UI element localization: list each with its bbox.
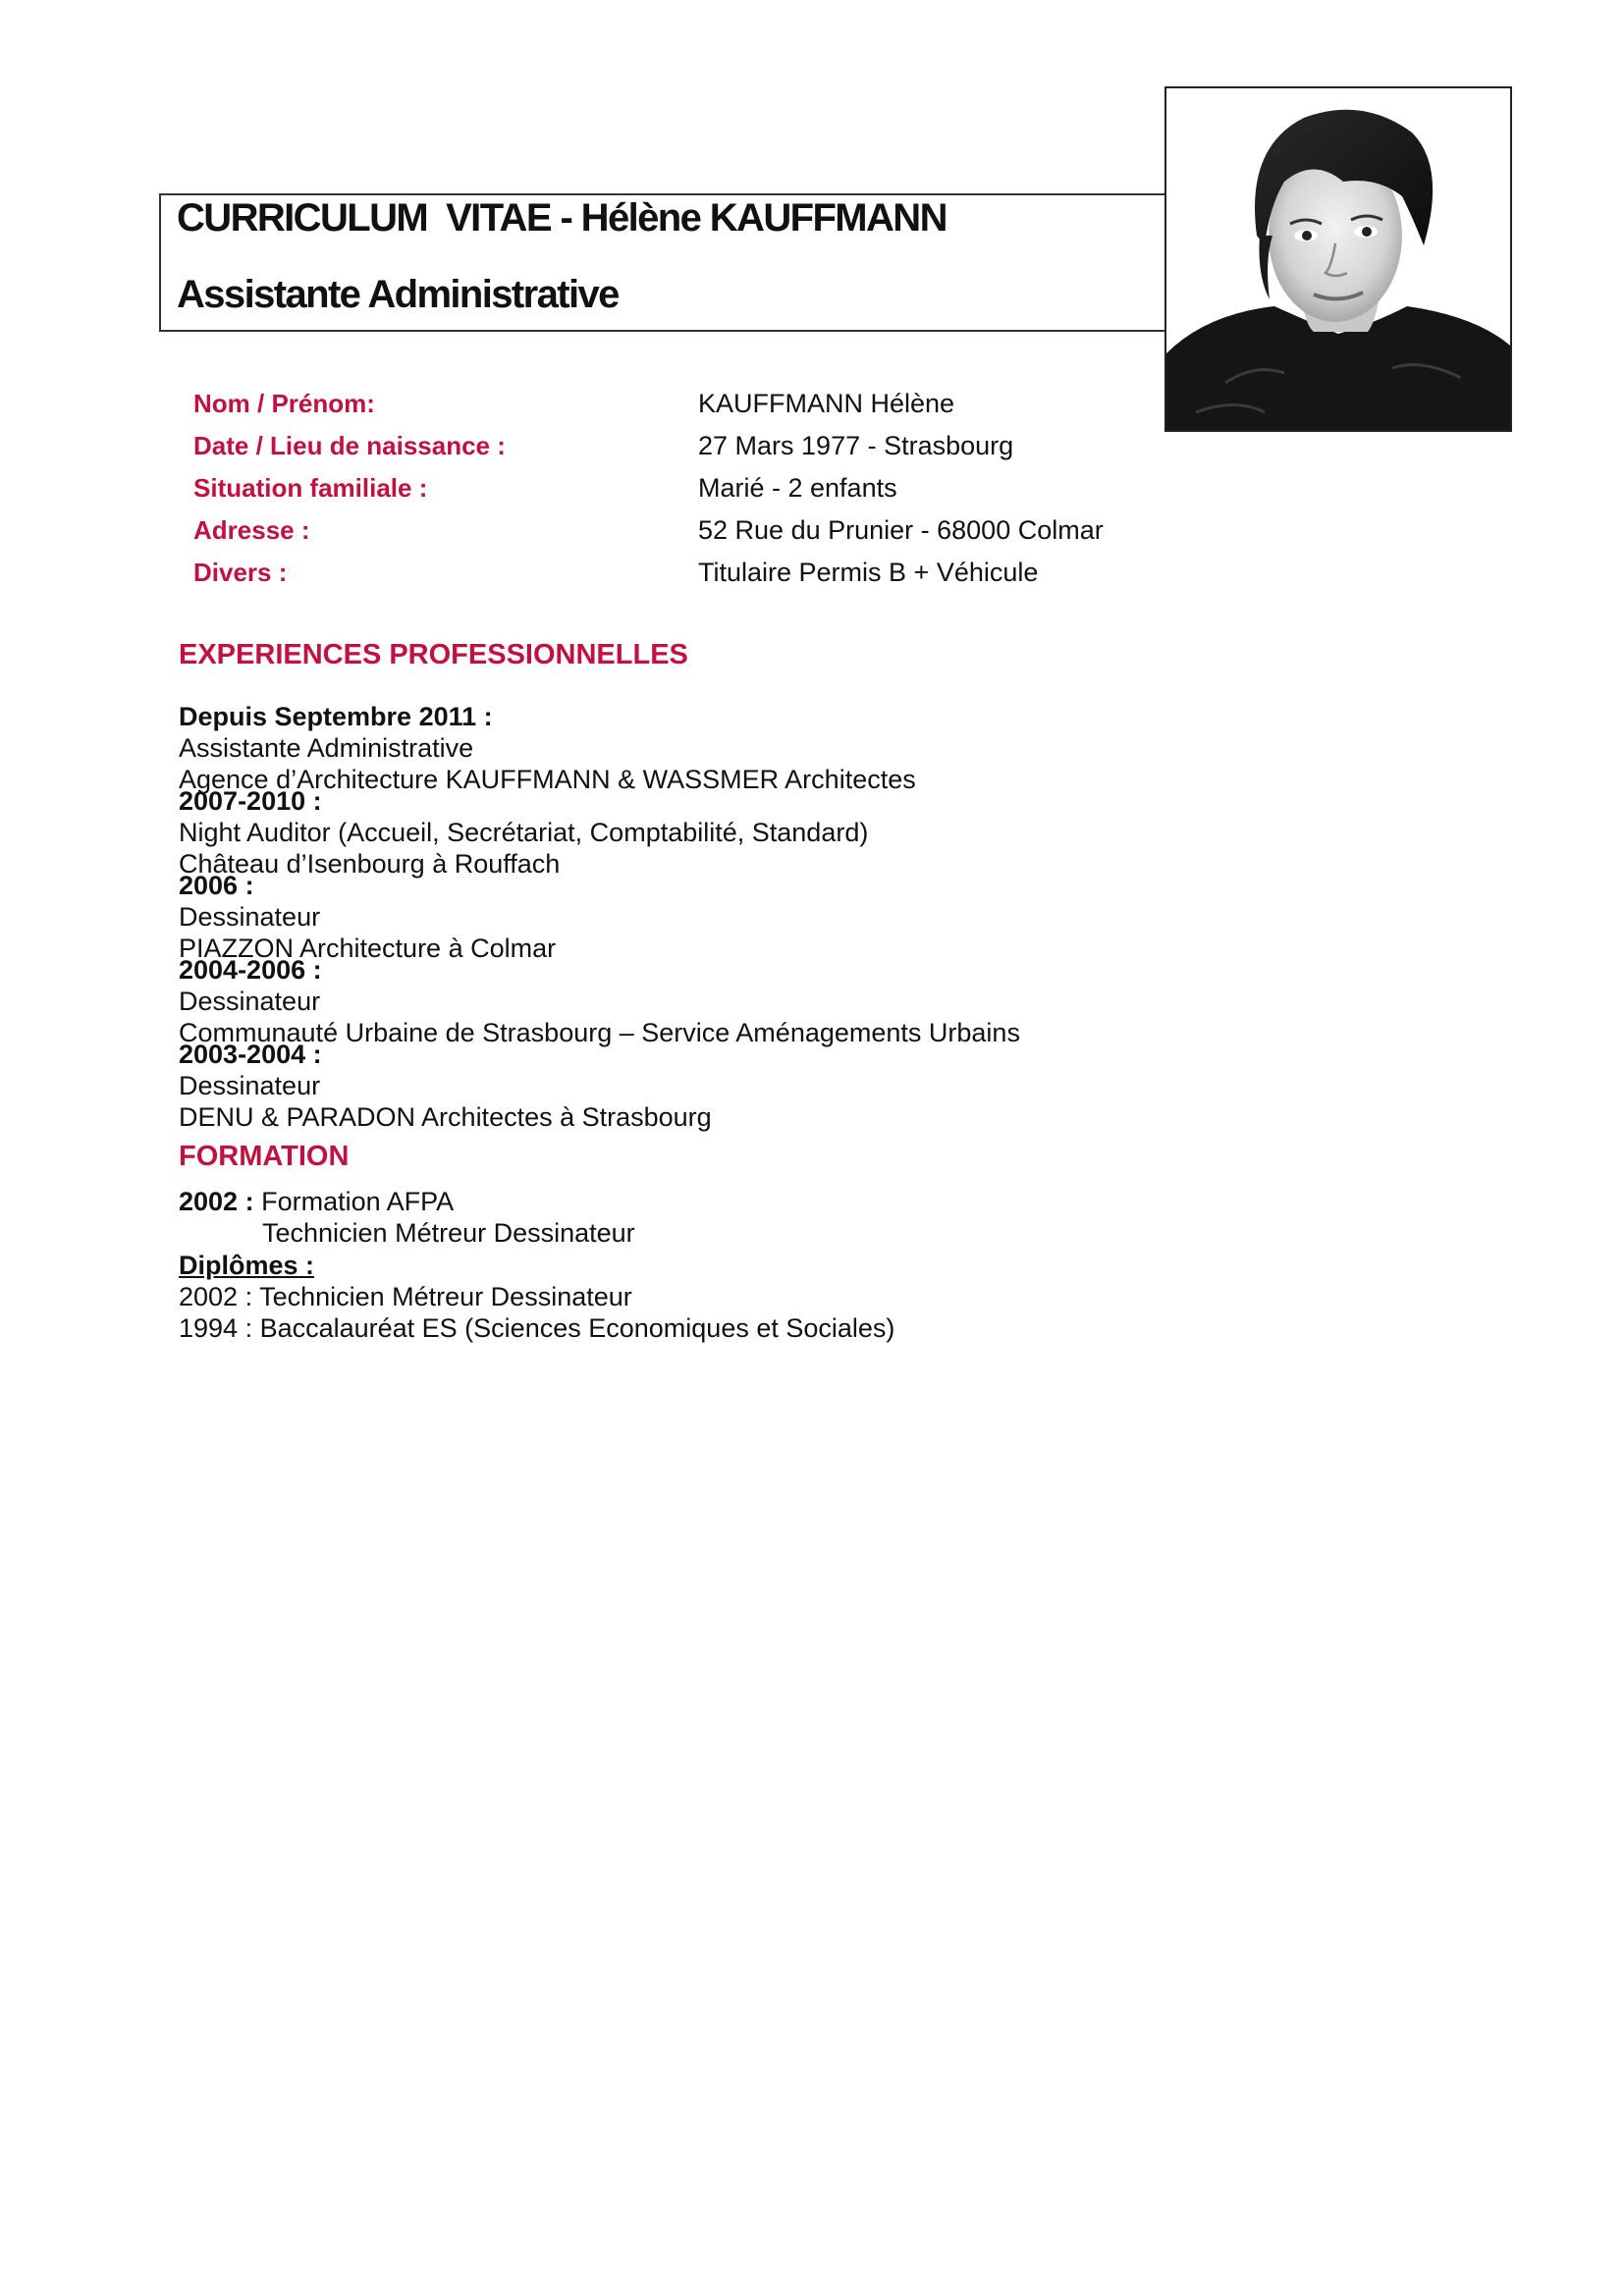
formation-year: 2002 :: [179, 1187, 254, 1216]
experience-item: [179, 954, 1455, 1048]
experience-role: Dessinateur: [179, 987, 321, 1016]
diploma-item: 1994 : Baccalauréat ES (Sciences Economiques et Sociales): [179, 1313, 895, 1343]
experience-period: Depuis Septembre 2011 :: [179, 702, 493, 731]
info-label: Situation familiale :: [193, 473, 428, 503]
info-label: Adresse :: [193, 515, 310, 545]
diplomas-title: Diplômes :: [179, 1251, 315, 1280]
experience-employer: Château d’Isenbourg à Rouffach: [179, 849, 561, 879]
experience-item: [179, 1039, 1455, 1133]
formation-item: [179, 1186, 1455, 1249]
info-label: Date / Lieu de naissance :: [193, 431, 506, 460]
experience-role: Dessinateur: [179, 1071, 321, 1100]
diplomas-block: [179, 1250, 1455, 1344]
info-row: [0, 515, 1624, 555]
info-value: Titulaire Permis B + Véhicule: [698, 558, 1039, 587]
experience-section-title: EXPERIENCES PROFESSIONNELLES: [179, 639, 688, 670]
portrait-photo: [1164, 86, 1512, 432]
formation-section-title: FORMATION: [179, 1141, 350, 1172]
experience-role: Night Auditor (Accueil, Secrétariat, Comptabilité, Standard): [179, 818, 869, 847]
experience-employer: Agence d’Architecture KAUFFMANN & WASSMER Architectes: [179, 765, 916, 794]
experience-employer: PIAZZON Architecture à Colmar: [179, 934, 557, 963]
info-row: [0, 473, 1624, 512]
portrait-icon: [1166, 88, 1510, 430]
info-row: [0, 558, 1624, 597]
experience-employer: DENU & PARADON Architectes à Strasbourg: [179, 1102, 712, 1132]
experience-period: 2004-2006 :: [179, 955, 322, 985]
formation-line: [179, 1186, 1455, 1217]
cv-subtitle: Assistante Administrative: [177, 273, 619, 316]
experience-role: Dessinateur: [179, 902, 321, 932]
experience-role: Assistante Administrative: [179, 733, 474, 763]
info-row: [0, 431, 1624, 470]
formation-name: Formation AFPA: [261, 1187, 455, 1216]
info-value: 27 Mars 1977 - Strasbourg: [698, 431, 1014, 460]
experience-employer: Communauté Urbaine de Strasbourg – Service Aménagements Urbains: [179, 1018, 1020, 1047]
experience-period: 2007-2010 :: [179, 786, 322, 816]
experience-period: 2006 :: [179, 871, 254, 900]
cv-title: CURRICULUM VITAE - Hélène KAUFFMANN: [177, 196, 947, 240]
formation-detail: Technicien Métreur Dessinateur: [262, 1218, 635, 1248]
experience-item: [179, 870, 1455, 964]
info-value: Marié - 2 enfants: [698, 473, 897, 503]
experience-period: 2003-2004 :: [179, 1040, 322, 1069]
diploma-item: 2002 : Technicien Métreur Dessinateur: [179, 1282, 632, 1311]
experience-item: [179, 785, 1455, 880]
experience-item: [179, 701, 1455, 795]
info-value: KAUFFMANN Hélène: [698, 389, 955, 418]
info-label: Nom / Prénom:: [193, 389, 375, 418]
info-value: 52 Rue du Prunier - 68000 Colmar: [698, 515, 1104, 545]
info-label: Divers :: [193, 558, 288, 587]
info-row: [0, 389, 1624, 428]
